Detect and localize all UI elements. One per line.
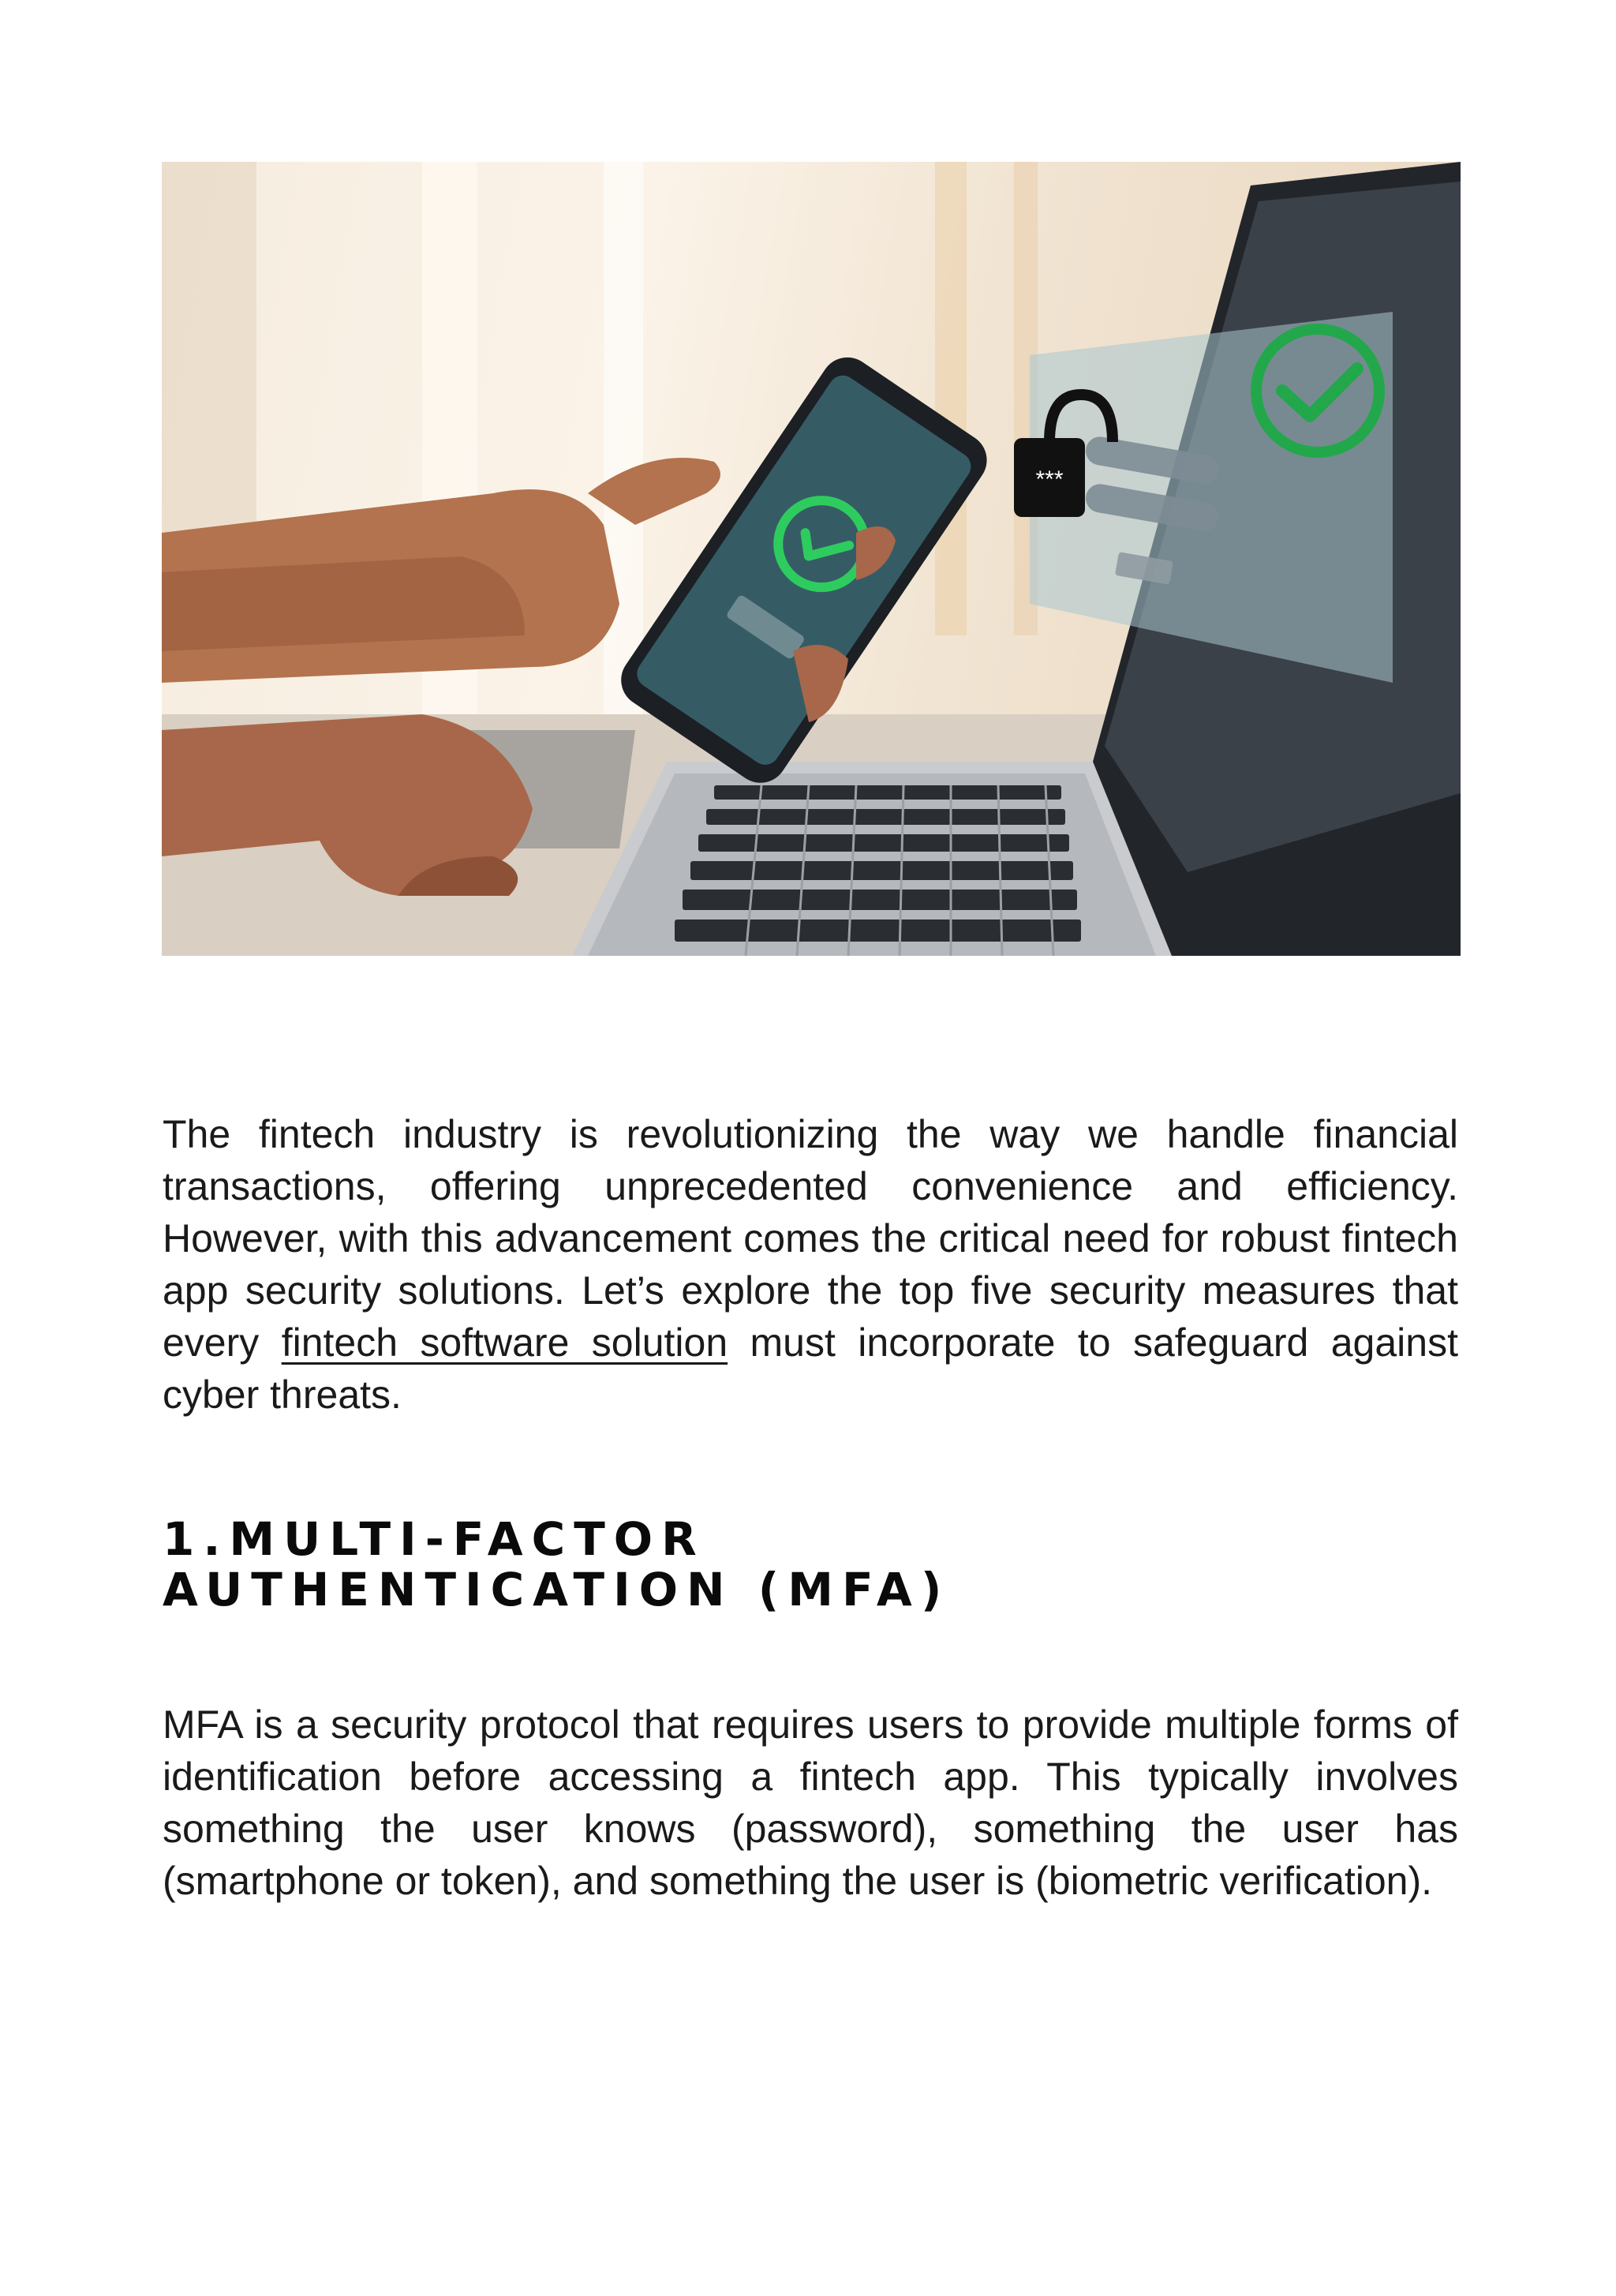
heading-line-1: 1.MULTI-FACTOR	[163, 1512, 705, 1566]
intro-text-after-link: must incorporate to safeguard against cyber threats.	[163, 1320, 1458, 1417]
heading-line-2: AUTHENTICATION (MFA)	[163, 1563, 951, 1616]
svg-text:***: ***	[1035, 466, 1064, 493]
mfa-paragraph: MFA is a security protocol that requires users to provide multiple forms of identification before accessing a fintech app. This typically involves something the user knows (password), something the user has (smartphone or token), and something the user is (biometric verification).	[163, 1702, 1458, 1903]
intro-text-before-link: The fintech industry is revolutionizing the way we handle financial transactions, offering unprecedented convenience and efficiency. However, with this advancement comes the critical need for robust fintech app security solutions. Let’s explore the top five security measures that every	[163, 1112, 1458, 1365]
intro-paragraph	[163, 1108, 1458, 1421]
fintech-software-solution-link[interactable]: fintech software solution	[281, 1320, 728, 1365]
section-heading-mfa	[163, 1514, 1458, 1615]
hero-image	[162, 162, 1461, 956]
